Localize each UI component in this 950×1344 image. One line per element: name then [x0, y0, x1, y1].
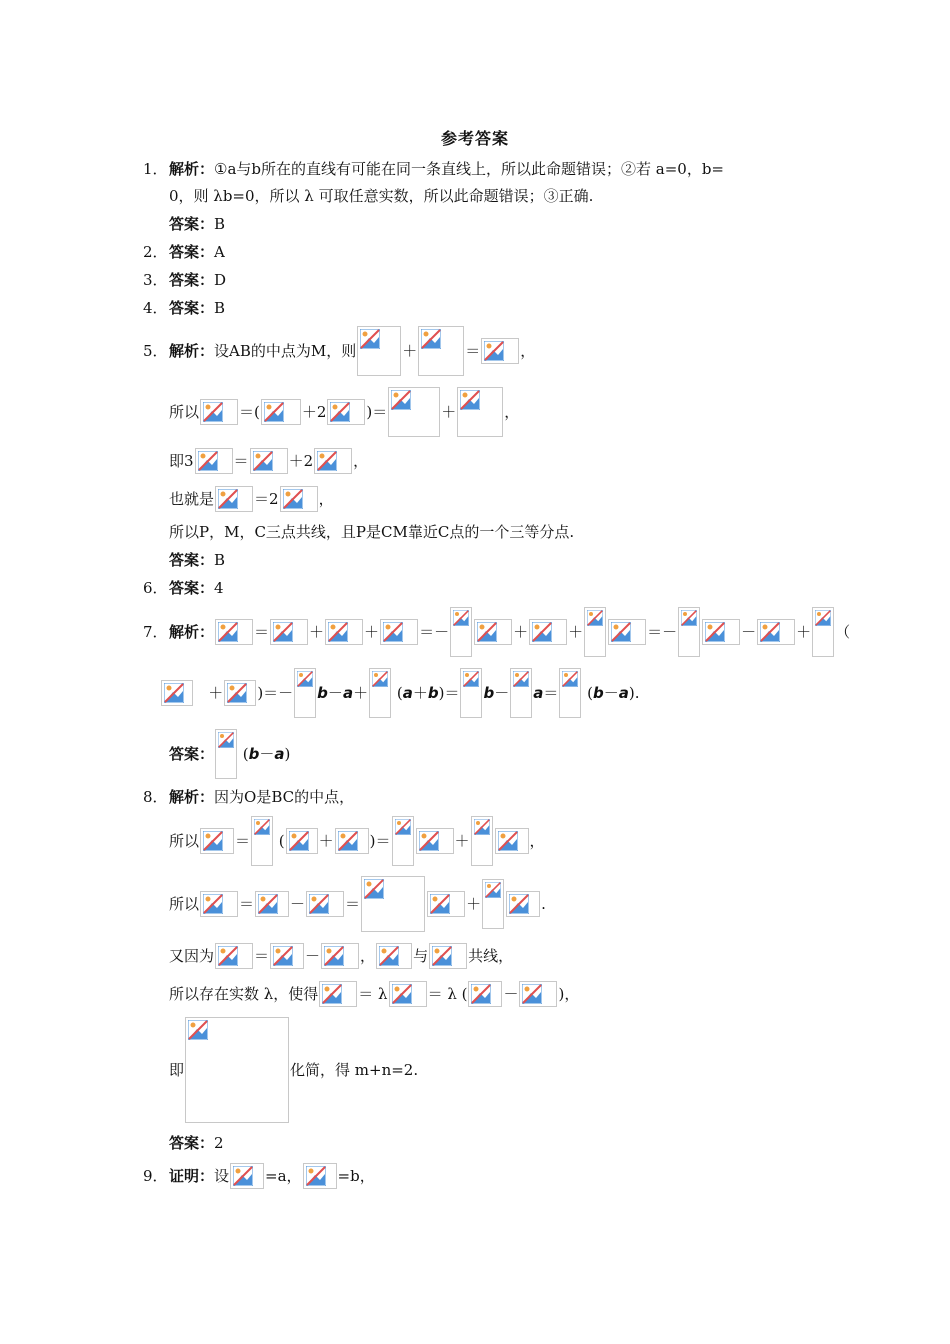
- broken-image-icon: [185, 1017, 289, 1123]
- q5-answer: 答案： B: [169, 551, 226, 569]
- broken-image-icon: [450, 607, 472, 657]
- broken-image-icon: [286, 828, 318, 854]
- q8-line3: 所以 ＝ － ＝ ＋ .: [169, 876, 546, 932]
- broken-image-icon: [376, 943, 412, 969]
- q5-line2: 所以 ＝( ＋2 )＝ ＋ ，: [169, 387, 519, 437]
- broken-image-icon: [200, 828, 234, 854]
- broken-image-icon: [482, 879, 504, 929]
- broken-image-icon: [261, 399, 301, 425]
- broken-image-icon: [215, 619, 253, 645]
- q9-line1: 9． 证明： 设 =a， =b，: [143, 1162, 375, 1190]
- broken-image-icon: [161, 680, 193, 706]
- broken-image-icon: [321, 943, 359, 969]
- q8-line5: 所以存在实数 λ，使得 ＝ λ ＝ λ ( － )，: [169, 981, 579, 1007]
- q6-answer: 6． 答案： 4: [143, 579, 224, 597]
- broken-image-icon: [702, 619, 740, 645]
- broken-image-icon: [392, 816, 414, 866]
- broken-image-icon: [559, 668, 581, 718]
- broken-image-icon: [427, 891, 465, 917]
- broken-image-icon: [314, 448, 352, 474]
- page-title: 参考答案: [440, 129, 509, 148]
- broken-image-icon: [468, 981, 502, 1007]
- broken-image-icon: [270, 943, 304, 969]
- q8-line1: 8． 解析： 因为O是BC的中点，: [143, 788, 355, 806]
- broken-image-icon: [319, 981, 357, 1007]
- broken-image-icon: [519, 981, 557, 1007]
- broken-image-icon: [255, 891, 289, 917]
- q1-line1: 1． 解析： ①a与b所在的直线有可能在同一条直线上，所以此命题错误；②若 a=0，b=: [143, 160, 725, 178]
- broken-image-icon: [369, 668, 391, 718]
- broken-image-icon: [280, 486, 318, 512]
- q7-line1: 7． 解析： ＝ ＋ ＋ ＝－ ＋ ＋ ＝－ － ＋ （: [143, 606, 850, 658]
- broken-image-icon: [474, 619, 512, 645]
- q4-answer: 4． 答案： B: [143, 299, 226, 317]
- broken-image-icon: [325, 619, 363, 645]
- q7-line2: ＋ )＝－ b － a ＋ ( a ＋ b )＝ b － a ＝ ( b － a ).: [160, 667, 640, 719]
- broken-image-icon: [608, 619, 646, 645]
- broken-image-icon: [303, 1163, 337, 1189]
- broken-image-icon: [215, 943, 253, 969]
- broken-image-icon: [506, 891, 540, 917]
- broken-image-icon: [200, 399, 238, 425]
- broken-image-icon: [195, 448, 233, 474]
- broken-image-icon: [380, 619, 418, 645]
- q8-line6: 即 化简，得 m+n=2.: [169, 1017, 418, 1123]
- broken-image-icon: [418, 326, 464, 376]
- q2-answer: 2． 答案： A: [143, 243, 225, 261]
- broken-image-icon: [388, 387, 440, 437]
- broken-image-icon: [270, 619, 308, 645]
- broken-image-icon: [357, 326, 401, 376]
- broken-image-icon: [584, 607, 606, 657]
- broken-image-icon: [224, 680, 256, 706]
- broken-image-icon: [481, 338, 519, 364]
- broken-image-icon: [416, 828, 454, 854]
- q5-line3: 即3 ＝ ＋2 ，: [169, 448, 368, 474]
- broken-image-icon: [460, 668, 482, 718]
- broken-image-icon: [510, 668, 532, 718]
- q5-line4: 也就是 ＝2 ，: [169, 486, 334, 512]
- broken-image-icon: [294, 668, 316, 718]
- broken-image-icon: [230, 1163, 264, 1189]
- broken-image-icon: [389, 981, 427, 1007]
- broken-image-icon: [495, 828, 529, 854]
- q8-line4: 又因为 ＝ － ， 与 共线，: [169, 943, 513, 969]
- q1-answer: 答案： B: [169, 215, 226, 233]
- broken-image-icon: [678, 607, 700, 657]
- broken-image-icon: [215, 486, 253, 512]
- q8-answer: 答案： 2: [169, 1134, 224, 1152]
- broken-image-icon: [327, 399, 365, 425]
- broken-image-icon: [215, 729, 237, 779]
- broken-image-icon: [812, 607, 834, 657]
- q3-answer: 3． 答案： D: [143, 271, 227, 289]
- broken-image-icon: [529, 619, 567, 645]
- q5-line1: 5． 解析： 设AB的中点为M，则 ＋ ＝ ，: [143, 326, 535, 376]
- broken-image-icon: [429, 943, 467, 969]
- broken-image-icon: [250, 448, 288, 474]
- q8-line2: 所以 ＝ ( ＋ )＝ ＋ ，: [169, 816, 545, 866]
- q5-line5: 所以P，M，C三点共线，且P是CM靠近C点的一个三等分点.: [169, 523, 575, 541]
- broken-image-icon: [200, 891, 238, 917]
- broken-image-icon: [306, 891, 344, 917]
- q1-line2: 0，则 λb=0，所以 λ 可取任意实数，所以此命题错误；③正确.: [169, 187, 594, 205]
- q7-answer: 答案： ( b － a ): [169, 728, 290, 780]
- broken-image-icon: [757, 619, 795, 645]
- broken-image-icon: [471, 816, 493, 866]
- broken-image-icon: [335, 828, 369, 854]
- broken-image-icon: [361, 876, 425, 932]
- broken-image-icon: [251, 816, 273, 866]
- broken-image-icon: [457, 387, 503, 437]
